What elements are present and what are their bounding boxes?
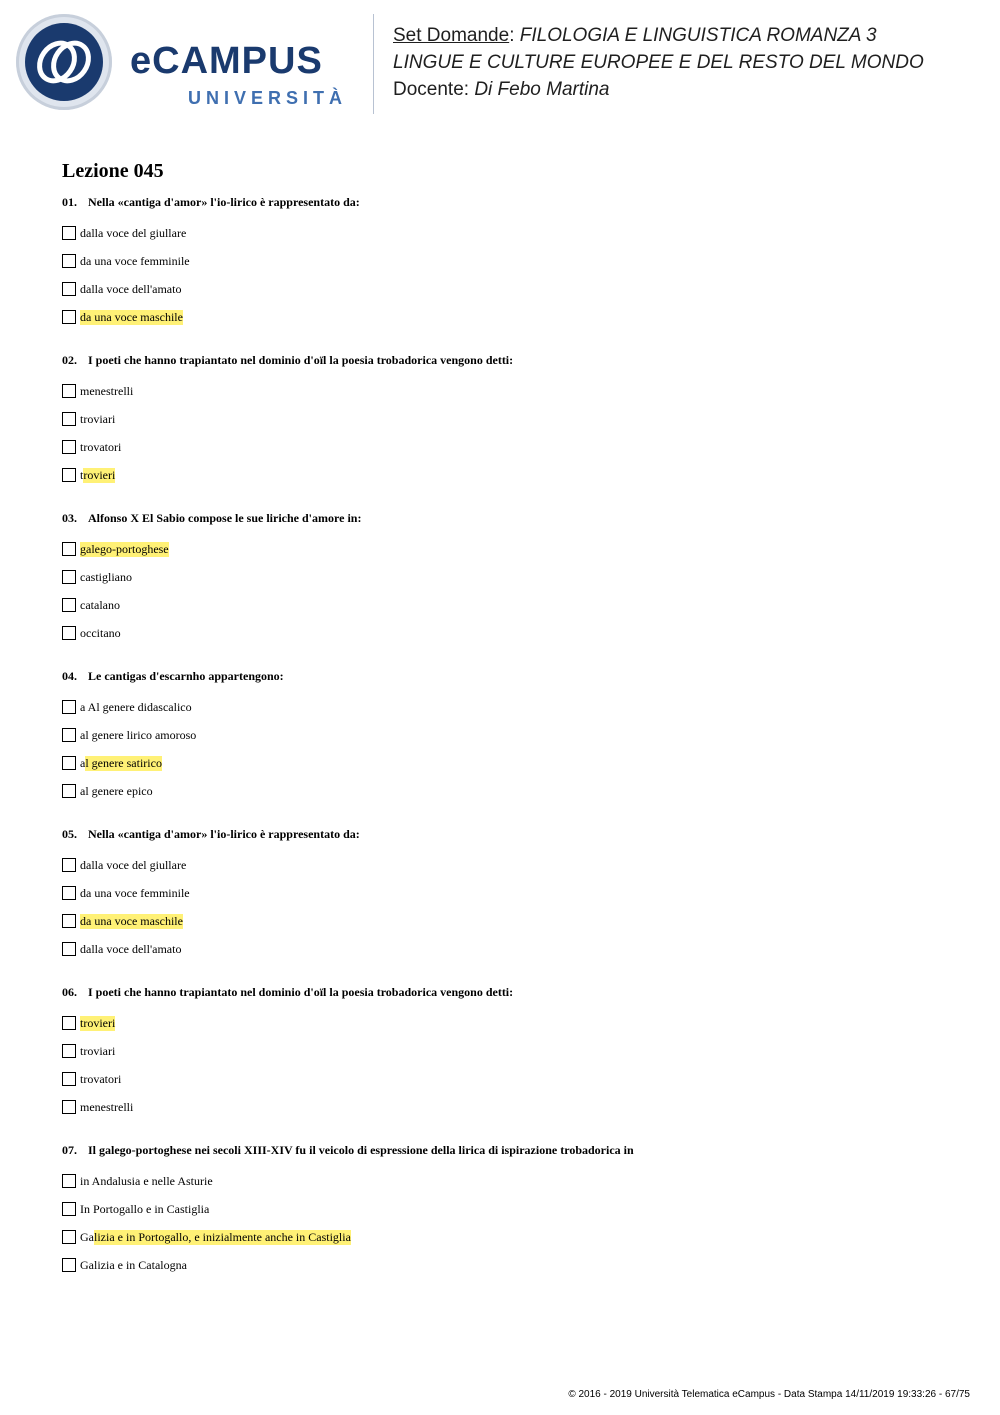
option-prefix: t xyxy=(80,467,84,482)
question-title xyxy=(62,511,962,525)
checkbox[interactable] xyxy=(62,310,76,324)
answer-option[interactable] xyxy=(62,1065,962,1093)
option-text: Galizia e in Catalogna xyxy=(80,1257,187,1272)
option-highlighted-text: l genere satirico xyxy=(85,755,162,770)
answer-option[interactable] xyxy=(62,1009,962,1037)
answer-option[interactable] xyxy=(62,303,962,331)
option-highlighted-text: da una voce maschile xyxy=(80,913,183,928)
answer-option[interactable] xyxy=(62,461,962,489)
checkbox[interactable] xyxy=(62,1072,76,1086)
option-highlighted-text: trovieri xyxy=(80,1015,116,1030)
option-text: dalla voce del giullare xyxy=(80,225,187,240)
answer-option[interactable] xyxy=(62,1195,962,1223)
answer-option[interactable] xyxy=(62,1251,962,1279)
question-title xyxy=(62,195,962,209)
answer-option[interactable] xyxy=(62,851,962,879)
docente-label: Docente: xyxy=(393,79,470,100)
answer-option[interactable] xyxy=(62,935,962,963)
question-text: I poeti che hanno trapiantato nel dominio d'oïl la poesia trobadorica vengono detti: xyxy=(88,353,514,367)
checkbox[interactable] xyxy=(62,468,76,482)
question-text: Nella «cantiga d'amor» l'io-lirico è rappresentato da: xyxy=(88,827,360,841)
checkbox[interactable] xyxy=(62,942,76,956)
option-text: menestrelli xyxy=(80,383,134,398)
brand-subtitle: UNIVERSITÀ xyxy=(188,88,348,108)
answer-option[interactable] xyxy=(62,535,962,563)
question-list xyxy=(62,160,962,1301)
option-prefix: a xyxy=(80,755,86,770)
question-number: 06. xyxy=(62,985,77,999)
answer-option[interactable] xyxy=(62,377,962,405)
answer-option[interactable] xyxy=(62,619,962,647)
set-line: Set Domande: FILOLOGIA E LINGUISTICA ROMANZA 3 xyxy=(393,25,877,46)
option-highlighted-text: galego-portoghese xyxy=(80,541,169,556)
question-number: 04. xyxy=(62,669,77,683)
checkbox[interactable] xyxy=(62,728,76,742)
checkbox[interactable] xyxy=(62,1016,76,1030)
option-text: da una voce femminile xyxy=(80,253,190,268)
option-text: in Andalusia e nelle Asturie xyxy=(80,1173,213,1188)
ecampus-logo-icon xyxy=(16,14,112,110)
option-text: trovatori xyxy=(80,439,122,454)
header-divider xyxy=(373,14,374,114)
page-header xyxy=(0,0,1000,130)
answer-option[interactable] xyxy=(62,693,962,721)
question-title xyxy=(62,669,962,683)
checkbox[interactable] xyxy=(62,412,76,426)
question-title xyxy=(62,985,962,999)
checkbox[interactable] xyxy=(62,440,76,454)
docente-line xyxy=(393,76,924,103)
checkbox[interactable] xyxy=(62,1230,76,1244)
option-text: da una voce femminile xyxy=(80,885,190,900)
option-text: a Al genere didascalico xyxy=(80,699,192,714)
logo-mark-icon xyxy=(25,23,103,101)
checkbox[interactable] xyxy=(62,254,76,268)
question-number: 07. xyxy=(62,1143,77,1157)
option-text: troviari xyxy=(80,411,116,426)
question-number: 05. xyxy=(62,827,77,841)
course-line xyxy=(393,49,924,76)
answer-option[interactable] xyxy=(62,563,962,591)
checkbox[interactable] xyxy=(62,226,76,240)
checkbox[interactable] xyxy=(62,784,76,798)
answer-option[interactable] xyxy=(62,1093,962,1121)
checkbox[interactable] xyxy=(62,1174,76,1188)
question-title xyxy=(62,353,962,367)
question-item xyxy=(62,511,962,647)
question-number: 02. xyxy=(62,353,77,367)
option-highlighted-text: rovieri xyxy=(83,467,116,482)
set-value: FILOLOGIA E LINGUISTICA ROMANZA 3 xyxy=(519,25,877,46)
question-title xyxy=(62,1143,962,1157)
answer-option[interactable] xyxy=(62,907,962,935)
answer-option[interactable] xyxy=(62,721,962,749)
answer-option[interactable] xyxy=(62,219,962,247)
option-text: trovatori xyxy=(80,1071,122,1086)
checkbox[interactable] xyxy=(62,858,76,872)
checkbox[interactable] xyxy=(62,598,76,612)
question-text: Alfonso X El Sabio compose le sue liriche d'amore in: xyxy=(88,511,362,525)
checkbox[interactable] xyxy=(62,384,76,398)
question-number: 01. xyxy=(62,195,77,209)
question-number: 03. xyxy=(62,511,77,525)
answer-option[interactable] xyxy=(62,749,962,777)
checkbox[interactable] xyxy=(62,756,76,770)
checkbox[interactable] xyxy=(62,1202,76,1216)
option-text: troviari xyxy=(80,1043,116,1058)
checkbox[interactable] xyxy=(62,1044,76,1058)
checkbox[interactable] xyxy=(62,570,76,584)
question-text: I poeti che hanno trapiantato nel dominio d'oïl la poesia trobadorica vengono detti: xyxy=(88,985,514,999)
checkbox[interactable] xyxy=(62,886,76,900)
answer-option[interactable] xyxy=(62,1037,962,1065)
question-item xyxy=(62,1143,962,1279)
course-value: LINGUE E CULTURE EUROPEE E DEL RESTO DEL MONDO xyxy=(393,52,924,73)
option-text: castigliano xyxy=(80,569,132,584)
option-text: dalla voce dell'amato xyxy=(80,281,182,296)
question-text: Il galego-portoghese nei secoli XIII-XIV fu il veicolo di espressione della lirica di ispirazione trobadorica in xyxy=(88,1143,634,1157)
option-prefix: Ga xyxy=(80,1229,94,1244)
option-text: catalano xyxy=(80,597,120,612)
answer-option[interactable] xyxy=(62,433,962,461)
answer-option[interactable] xyxy=(62,591,962,619)
question-item xyxy=(62,827,962,963)
answer-option[interactable] xyxy=(62,777,962,805)
answer-option[interactable] xyxy=(62,405,962,433)
answer-option[interactable] xyxy=(62,1223,962,1251)
option-highlighted-text: da una voce maschile xyxy=(80,309,183,324)
question-item xyxy=(62,985,962,1121)
checkbox[interactable] xyxy=(62,1258,76,1272)
question-item xyxy=(62,669,962,805)
option-text: al genere lirico amoroso xyxy=(80,727,197,742)
option-text: occitano xyxy=(80,625,121,640)
question-item xyxy=(62,195,962,331)
checkbox[interactable] xyxy=(62,914,76,928)
option-highlighted-text: lizia e in Portogallo, e inizialmente anche in Castiglia xyxy=(94,1229,351,1244)
answer-option[interactable] xyxy=(62,247,962,275)
checkbox[interactable] xyxy=(62,700,76,714)
set-label: Set Domande xyxy=(393,25,510,46)
checkbox[interactable] xyxy=(62,1100,76,1114)
header-info xyxy=(393,22,924,103)
answer-option[interactable] xyxy=(62,879,962,907)
checkbox[interactable] xyxy=(62,542,76,556)
option-text: In Portogallo e in Castiglia xyxy=(80,1201,210,1216)
question-item xyxy=(62,353,962,489)
question-text: Le cantigas d'escarnho appartengono: xyxy=(88,669,284,683)
option-text: al genere epico xyxy=(80,783,153,798)
lesson-title: Lezione 045 xyxy=(62,160,164,182)
checkbox[interactable] xyxy=(62,626,76,640)
option-text: dalla voce del giullare xyxy=(80,857,187,872)
checkbox[interactable] xyxy=(62,282,76,296)
option-text: menestrelli xyxy=(80,1099,134,1114)
question-text: Nella «cantiga d'amor» l'io-lirico è rappresentato da: xyxy=(88,195,360,209)
questions-container xyxy=(62,195,962,1279)
answer-option[interactable] xyxy=(62,275,962,303)
answer-option[interactable] xyxy=(62,1167,962,1195)
brand-name: eCAMPUS xyxy=(130,40,323,82)
page-footer: © 2016 - 2019 Università Telematica eCampus - Data Stampa 14/11/2019 19:33:26 - 67/75 xyxy=(568,1389,970,1400)
option-text: dalla voce dell'amato xyxy=(80,941,182,956)
question-title xyxy=(62,827,962,841)
docente-value: Di Febo Martina xyxy=(474,79,610,100)
